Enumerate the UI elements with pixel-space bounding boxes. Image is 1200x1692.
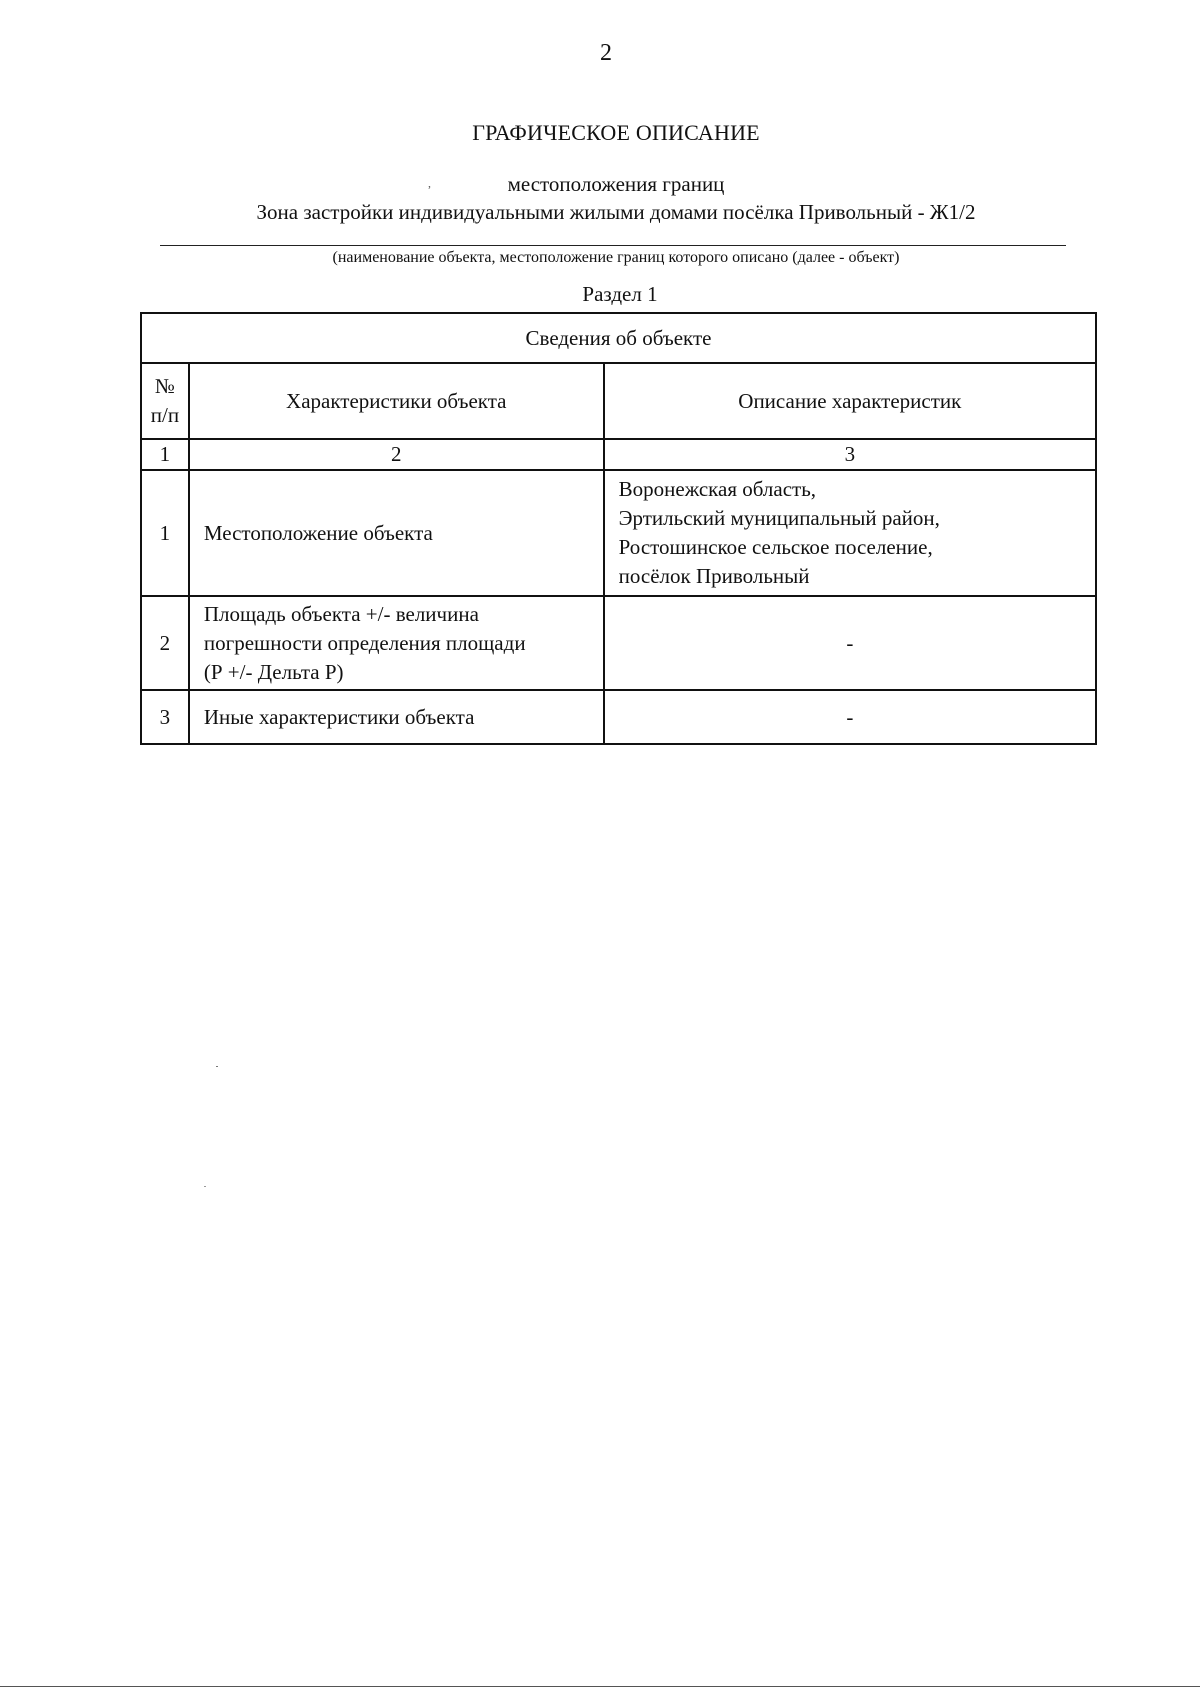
table-row [141,470,1096,596]
description-line: Эртильский муниципальный район, [618,506,940,530]
page-number: 2 [600,40,612,66]
table-row [141,596,1096,690]
table-row [141,690,1096,744]
description-line: посёлок Привольный [618,564,810,588]
column-numbers-row [141,439,1096,470]
row-characteristic: Иные характеристики объекта [189,690,604,744]
object-name-caption: (наименование объекта, местоположение границ которого описано (далее - объект) [332,249,900,266]
object-info-table [140,312,1097,745]
characteristic-line: Площадь объекта +/- величина [203,601,479,626]
section-label: Раздел 1 [582,282,658,306]
table-header: Сведения об объекте [141,313,1096,363]
row-number: 2 [141,596,189,690]
column-headers-row [141,363,1096,439]
column-header-number [141,363,189,439]
title-underline [160,245,1066,246]
object-name: Зона застройки индивидуальными жилыми домами посёлка Привольный - Ж1/2 [256,200,976,224]
row-number: 1 [141,470,189,596]
column-number: 2 [189,439,604,470]
document-title: ГРАФИЧЕСКОЕ ОПИСАНИЕ [472,120,760,145]
stray-mark: , [428,176,431,190]
row-description: - [604,690,1096,744]
description-line: Ростошинское сельское поселение, [618,535,933,559]
row-description: - [604,596,1096,690]
column-number: 1 [141,439,189,470]
characteristic-line: погрешности определения площади [203,630,526,655]
scan-speck [204,1186,206,1187]
column-header-number-abbr: п/п [150,403,180,427]
column-number: 3 [604,439,1096,470]
description-line: Воронежская область, [618,477,817,501]
scan-speck [216,1066,218,1067]
column-header-description: Описание характеристик [604,363,1096,439]
row-number: 3 [141,690,189,744]
subtitle-line-1: местоположения границ [507,172,725,196]
bottom-scan-edge [0,1686,1200,1687]
characteristic-line: (Р +/- Дельта Р) [203,659,344,684]
row-description [604,470,1096,596]
column-header-number-sign: № [154,374,175,398]
column-header-characteristics: Характеристики объекта [189,363,604,439]
table-header-row [141,313,1096,363]
row-characteristic: Местоположение объекта [189,470,604,596]
row-characteristic [189,596,604,690]
